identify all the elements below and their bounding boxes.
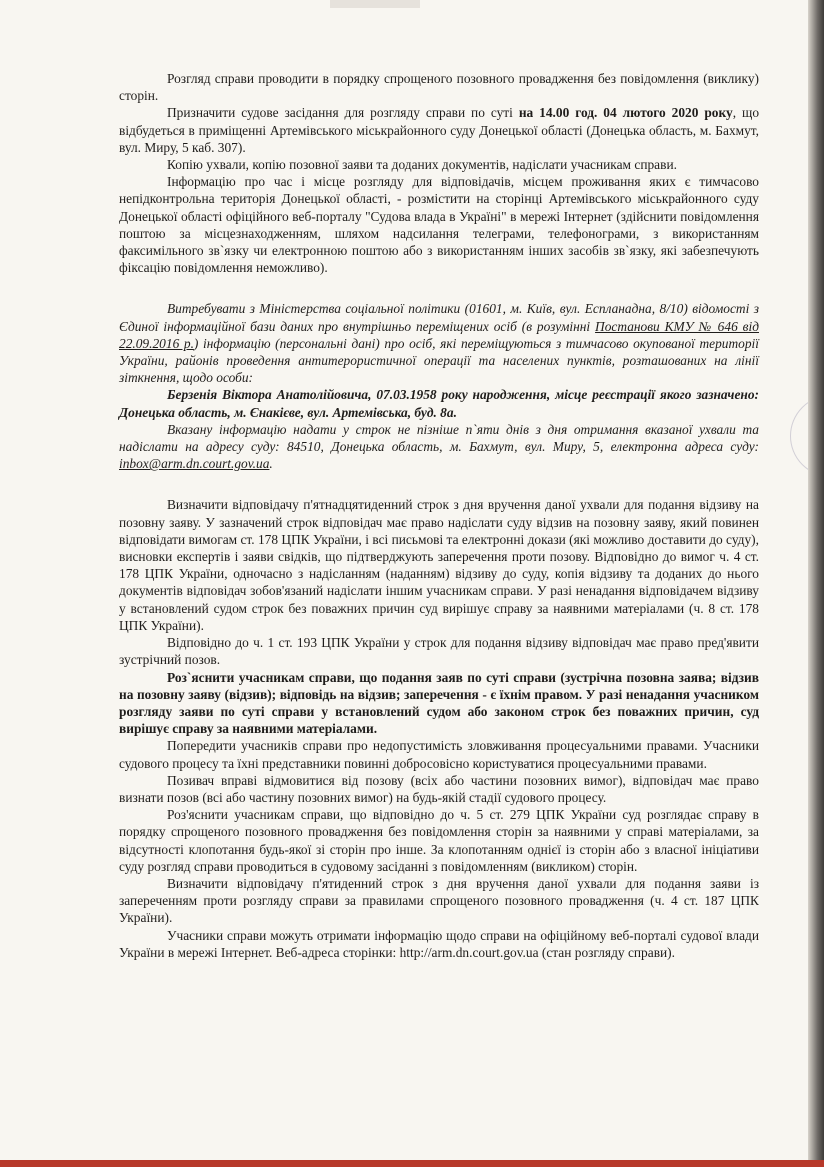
resolution-link[interactable]: Постанови КМУ № 646 від 22.09.2016 р. <box>119 318 759 351</box>
paragraph-simplified-procedure: Роз'яснити учасникам справи, що відповідно до ч. 5 ст. 279 ЦПК України суд розглядає справу в порядку спрощеного позовного провадження без повідомлення сторін за наявними у справі матеріалами, за відсутності клопотання будь-якої зі сторін про інше. За клопотанням однієї із сторін або з власної ініціативи суду розгляд справи проводиться в судовому засіданні з повідомленням (викликом) сторін. <box>119 807 759 874</box>
paragraph-explain-rights: Роз`яснити учасникам справи, що подання заяв по суті справи (зустрічна позовна заява; відзив на позовну заяву (відзив); відповідь на відзив; заперечення - є їхнім правом. У разі ненадання учасником розгляду заяви по суті справи у встановлений судом або законом строк без поважних причин, суд вирішує справу за наявними матеріалами. <box>119 669 759 737</box>
paragraph-procedure: Розгляд справи проводити в порядку спрощеного позовного провадження без повідомлення (виклику) сторін. <box>119 71 759 104</box>
paragraph-web-info: Учасники справи можуть отримати інформацію щодо справи на офіційному веб-порталі судової влади України в мережі Інтернет. Веб-адреса сторінки: http://arm.dn.court.gov.ua (стан розгляду справи). <box>119 927 759 960</box>
paragraph-counterclaim: Відповідно до ч. 1 ст. 193 ЦПК України у строк для подання відзиву відповідач має право пред'явити зустрічний позов. <box>119 635 759 668</box>
paragraph-request <box>119 300 759 386</box>
paragraph-plaintiff-rights: Позивач вправі відмовитися від позову (всіх або частини позовних вимог), відповідач має право визнати позов (всі або частину позовних вимог) на будь-якій стадії судового процесу. <box>119 772 759 805</box>
paragraph-warning: Попередити учасників справи про недопустимість зловживання процесуальними правами. Учасники судового процесу та їхні представники повинні добросовісно користуватися процесуальними правами. <box>119 738 759 771</box>
paragraph-hearing-date <box>119 104 759 156</box>
scan-mark <box>330 0 420 8</box>
hearing-text-a: Призначити судове засідання для розгляду справи по суті <box>167 105 519 121</box>
deadline-text-a: Вказану інформацію надати у строк не пізніше п`яти днів з дня отримання вказаної ухвали та надіслати на адресу суду: 84510, Донецька область, м. Бахмут, вул. Миру, 5, електронна адреса суду: <box>119 421 759 455</box>
request-text-a: Витребувати з Міністерства соціальної політики (01601, м. Київ, вул. Еспланадна, 8/10) відомості з Єдиної інформаційної бази даних про внутрішньо переміщених осіб (в розумінні <box>119 301 759 334</box>
paragraph-response-term: Визначити відповідачу п'ятнадцятиденний строк з дня вручення даної ухвали для подання відзиву на позовну заяву. У зазначений строк відповідач має право надіслати суду відзив на позовну заяву, який повинен відповідати вимогам ст. 178 ЦПК України, і всі письмові та електронні докази (які можливо доставити до суду), висновки експертів і заяви свідків, що підтверджують заперечення проти позову. Відповідно до вимог ч. 4 ст. 178 ЦПК України, одночасно з надісланням (наданням) відзиву до суду, копія відзиву та доданих до нього документів відповідач зобов'язаний надіслати іншим учасникам справи. У разі ненадання відповідачем відзиву у встановлений судом строк без поважних причин суд вирішує справу за наявними матеріалами (ч. 8 ст. 178 ЦПК України). <box>119 497 759 633</box>
page-edge <box>808 0 824 1167</box>
request-text-b: ) інформацію (персональні дані) про осіб, які переміщуються з тимчасово окупованої території України, районів проведення антитерористичної операції та населених пунктів, розташованих на лінії зіткнення, щодо особи: <box>119 335 759 386</box>
paragraph-info: Інформацію про час і місце розгляду для відповідачів, місцем проживання яких є тимчасово непідконтрольна територія Донецької області, - розмістити на сторінці Артемівського міськрайонного суду Донецької області офіційного веб-порталу "Судова влада в Україні" в мережі Інтернет (здійснити повідомлення поштою за місцезнаходженням, шляхом надсилання телеграми, телефонограми, з використанням факсимільного зв`язку чи електронною поштою або з використанням інших засобів зв`язку, які забезпечують фіксацію повідомлення неможливо). <box>119 174 759 276</box>
hearing-text-c: , що відбудеться в приміщенні Артемівського міськрайонного суду Донецької області (Донецька область, м. Бахмут, вул. Миру, 5 каб. 307). <box>119 105 760 155</box>
paragraph-objection-term: Визначити відповідачу п'ятиденний строк з дня вручення даної ухвали для подання заяви із запереченням проти розгляду справи за правилами спрощеного позовного провадження (ч. 4 ст. 187 ЦПК України). <box>119 875 759 926</box>
paragraph-deadline <box>119 421 759 473</box>
paragraph-copies: Копію ухвали, копію позовної заяви та доданих документів, надіслати учасникам справи. <box>167 157 677 173</box>
document-body <box>119 70 759 961</box>
hearing-date: на 14.00 год. 04 лютого 2020 року <box>518 105 733 121</box>
scan-bottom-edge <box>0 1160 824 1167</box>
deadline-text-b: . <box>269 456 273 472</box>
court-email-link[interactable]: inbox@arm.dn.court.gov.ua <box>119 456 270 472</box>
paragraph-person: Берзенія Віктора Анатолійовича, 07.03.1958 року народження, місце реєстрації якого зазначено: Донецька область, м. Єнакієве, вул. Артемівська, буд. 8а. <box>119 387 759 420</box>
